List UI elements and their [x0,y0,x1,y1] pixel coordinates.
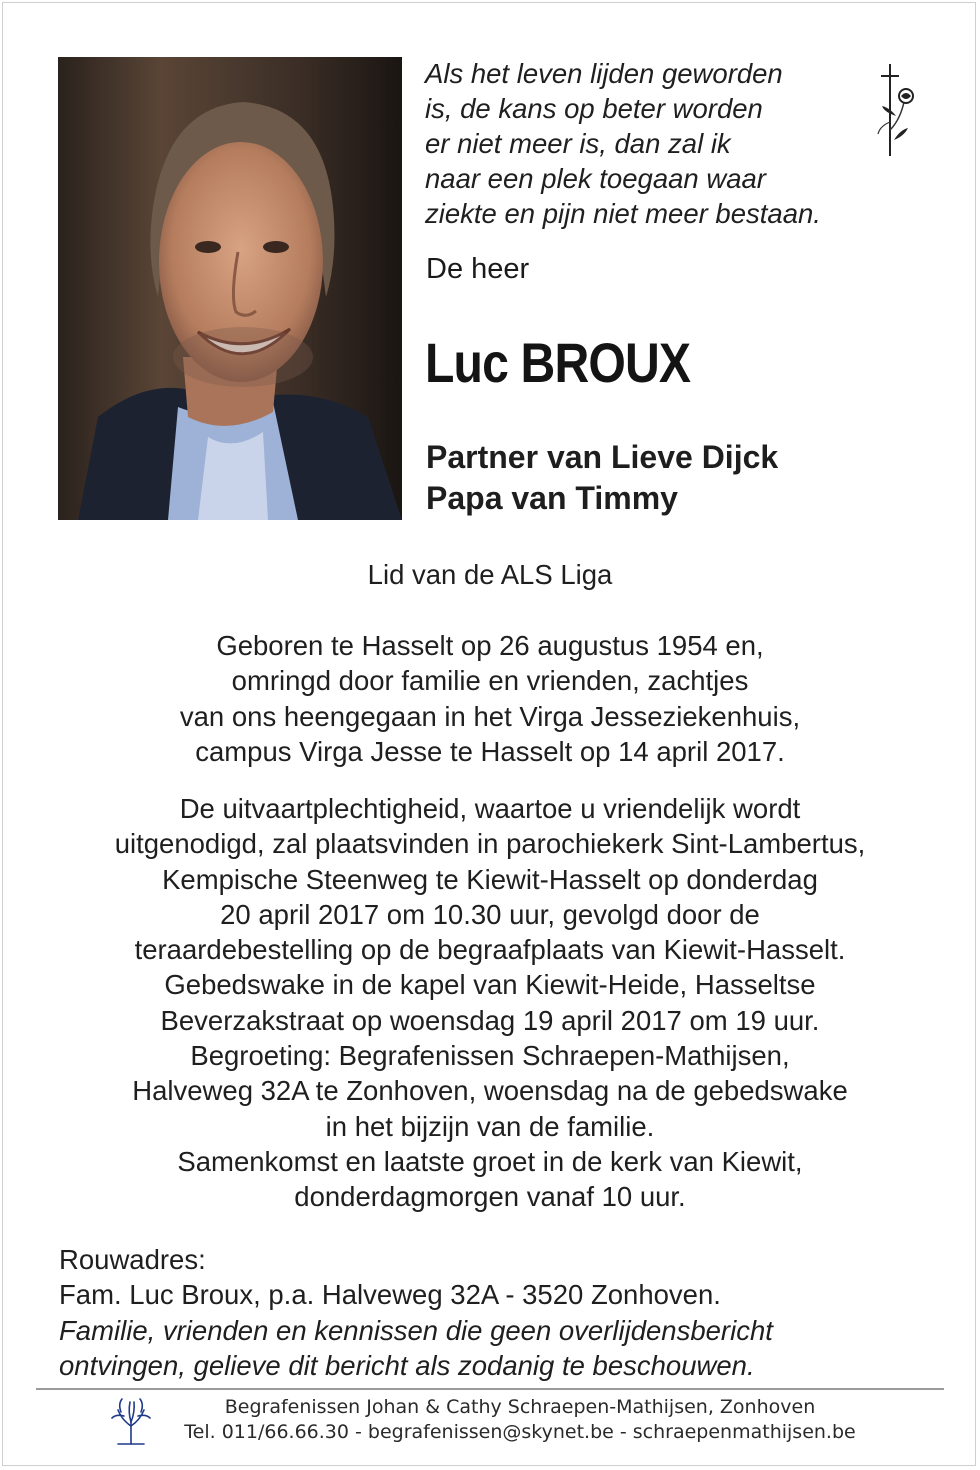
paragraph-line: De uitvaartplechtigheid, waartoe u vriendelijk wordt [179,793,801,824]
deceased-name: Luc BROUX [425,331,691,394]
paragraph-line: 20 april 2017 om 10.30 uur, gevolgd door de [220,898,760,930]
mourning-address [59,1242,939,1383]
salutation: De heer [426,253,530,285]
paragraph-line: Halveweg 32A te Zonhoven, woensdag na de gebedswake [132,1075,848,1107]
funeral-paragraph [40,791,940,1215]
address-line: Fam. Luc Broux, p.a. Halveweg 32A - 3520 Zonhoven. [59,1279,721,1311]
paragraph-line: campus Virga Jesse te Hasselt op 14 april 2017. [195,735,785,767]
footer-contact: Tel. 011/66.66.30 - begrafenissen@skynet.be - schraepenmathijsen.be [184,1421,856,1443]
paragraph-line: Geboren te Hasselt op 26 augustus 1954 en, [216,630,764,661]
cross-with-rose-icon [870,60,922,160]
address-note-line: ontvingen, gelieve dit bericht als zodanig te beschouwen. [59,1349,755,1381]
poem-line: Als het leven lijden geworden [425,58,783,89]
paragraph-line: donderdagmorgen vanaf 10 uur. [294,1181,686,1213]
paragraph-line: uitgenodigd, zal plaatsvinden in parochiekerk Sint-Lambertus, [114,828,866,860]
relation-line: Papa van Timmy [426,480,678,516]
paragraph-line: Kempische Steenweg te Kiewit-Hasselt op donderdag [162,863,818,895]
paragraph-line: in het bijzijn van de familie. [325,1110,655,1142]
address-note-line: Familie, vrienden en kennissen die geen overlijdensbericht [59,1314,773,1346]
poem-line: ziekte en pijn niet meer bestaan. [425,198,821,229]
paragraph-line: Beverzakstraat op woensdag 19 april 2017 om 19 uur. [160,1004,820,1036]
funeral-home-footer [160,1395,880,1445]
footer-company: Begrafenissen Johan & Cathy Schraepen-Mathijsen, Zonhoven [224,1396,816,1418]
paragraph-line: Gebedswake in de kapel van Kiewit-Heide, Hasseltse [164,969,816,1001]
portrait-illustration [58,57,402,520]
address-label: Rouwadres: [59,1244,206,1275]
birth-death-paragraph [40,628,940,769]
membership-line: Lid van de ALS Liga [367,559,613,590]
poem [425,56,865,231]
paragraph-line: Begroeting: Begrafenissen Schraepen-Mathijsen, [190,1040,790,1072]
portrait-photo [58,57,402,520]
paragraph-line: Samenkomst en laatste groet in de kerk van Kiewit, [177,1145,803,1177]
relations [426,437,778,519]
tree-logo-icon [108,1396,154,1446]
poem-line: naar een plek toegaan waar [425,163,766,194]
poem-line: er niet meer is, dan zal ik [425,128,731,159]
paragraph-line: teraardebestelling op de begraafplaats van Kiewit-Hasselt. [134,934,846,966]
footer-divider [36,1388,944,1390]
poem-line: is, de kans op beter worden [425,93,763,124]
paragraph-line: omringd door familie en vrienden, zachtjes [231,665,749,697]
paragraph-line: van ons heengegaan in het Virga Jesseziekenhuis, [179,700,801,732]
relation-line: Partner van Lieve Dijck [426,439,779,475]
